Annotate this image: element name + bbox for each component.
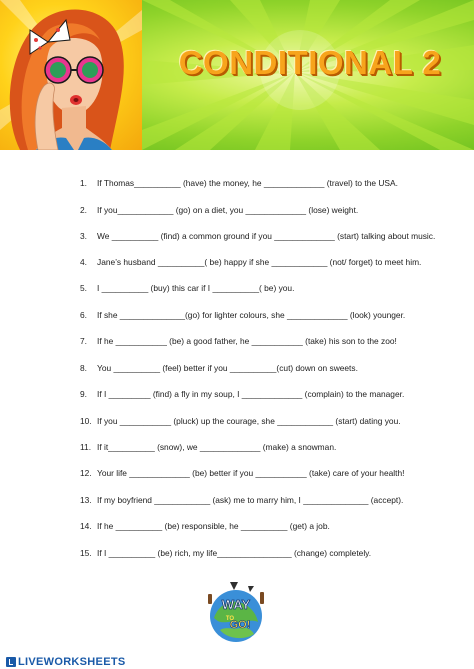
- exercise-item: [80, 334, 397, 348]
- exercise-item: [80, 519, 330, 533]
- exercise-text: I __________ (buy) this car if I __________( be) you.: [97, 283, 295, 293]
- exercise-item: [80, 414, 401, 428]
- exercise-number: 2.: [80, 205, 87, 215]
- exercise-text: If my boyfriend ____________ (ask) me to marry him, I ______________ (accept).: [97, 495, 404, 505]
- exercise-number: 15.: [80, 548, 92, 558]
- exercise-item: [80, 203, 358, 217]
- exercise-item: [80, 493, 403, 507]
- exercise-item: [80, 229, 435, 243]
- comic-woman-illustration: [0, 0, 142, 150]
- exercise-number: 6.: [80, 310, 87, 320]
- exercise-number: 12.: [80, 468, 92, 478]
- exercise-text: You __________ (feel) better if you __________(cut) down on sweets.: [97, 363, 358, 373]
- exercise-text: If you ___________ (pluck) up the courage, she ____________ (start) dating you.: [97, 416, 401, 426]
- exercise-item: [80, 546, 371, 560]
- exercise-number: 3.: [80, 231, 87, 241]
- exercise-number: 8.: [80, 363, 87, 373]
- logo-word-way: WAY: [221, 597, 251, 612]
- exercise-number: 13.: [80, 495, 92, 505]
- exercise-text: If I _________ (find) a fly in my soup, I _____________ (complain) to the manager.: [97, 389, 405, 399]
- header-banner: [0, 0, 474, 150]
- exercise-text: If he ___________ (be) a good father, he ___________ (take) his son to the zoo!: [97, 336, 397, 346]
- exercise-number: 14.: [80, 521, 92, 531]
- exercise-number: 5.: [80, 283, 87, 293]
- footer-brand-text: LIVEWORKSHEETS: [18, 655, 126, 668]
- exercise-item: [80, 281, 294, 295]
- exercise-item: [80, 176, 398, 190]
- exercise-number: 7.: [80, 336, 87, 346]
- exercise-number: 4.: [80, 257, 87, 267]
- exercise-text: Jane’s husband __________( be) happy if she ____________ (not/ forget) to meet him.: [97, 257, 422, 267]
- exercise-text: Your life _____________ (be) better if you ___________ (take) care of your health!: [97, 468, 405, 478]
- exercise-text: If she ______________(go) for lighter colours, she _____________ (look) younger.: [97, 310, 406, 320]
- exercise-number: 10.: [80, 416, 92, 426]
- exercise-number: 1.: [80, 178, 87, 188]
- exercise-item: [80, 361, 358, 375]
- exercise-item: [80, 308, 405, 322]
- worksheet-title: CONDITIONAL 2: [178, 44, 442, 81]
- exercise-text: If it__________ (snow), we _____________ (make) a snowman.: [97, 442, 337, 452]
- exercise-text: If Thomas__________ (have) the money, he _____________ (travel) to the USA.: [97, 178, 398, 188]
- exercise-text: We __________ (find) a common ground if you _____________ (start) talking about music.: [97, 231, 436, 241]
- logo-word-to: TO: [225, 616, 235, 622]
- exercise-item: [80, 255, 421, 269]
- exercise-item: [80, 387, 404, 401]
- exercise-text: If he __________ (be) responsible, he __________ (get) a job.: [97, 521, 330, 531]
- exercise-text: If I __________ (be) rich, my life________________ (change) completely.: [97, 548, 372, 558]
- exercise-number: 9.: [80, 389, 87, 399]
- exercise-text: If you____________ (go) on a diet, you _____________ (lose) weight.: [97, 205, 359, 215]
- way-to-go-logo: [200, 578, 272, 650]
- exercise-number: 11.: [80, 442, 92, 452]
- exercise-item: [80, 440, 336, 454]
- checkbox-logo-icon: [6, 657, 16, 667]
- liveworksheets-logo[interactable]: [6, 655, 126, 668]
- logo-word-go: GO!: [229, 619, 251, 631]
- exercise-item: [80, 466, 404, 480]
